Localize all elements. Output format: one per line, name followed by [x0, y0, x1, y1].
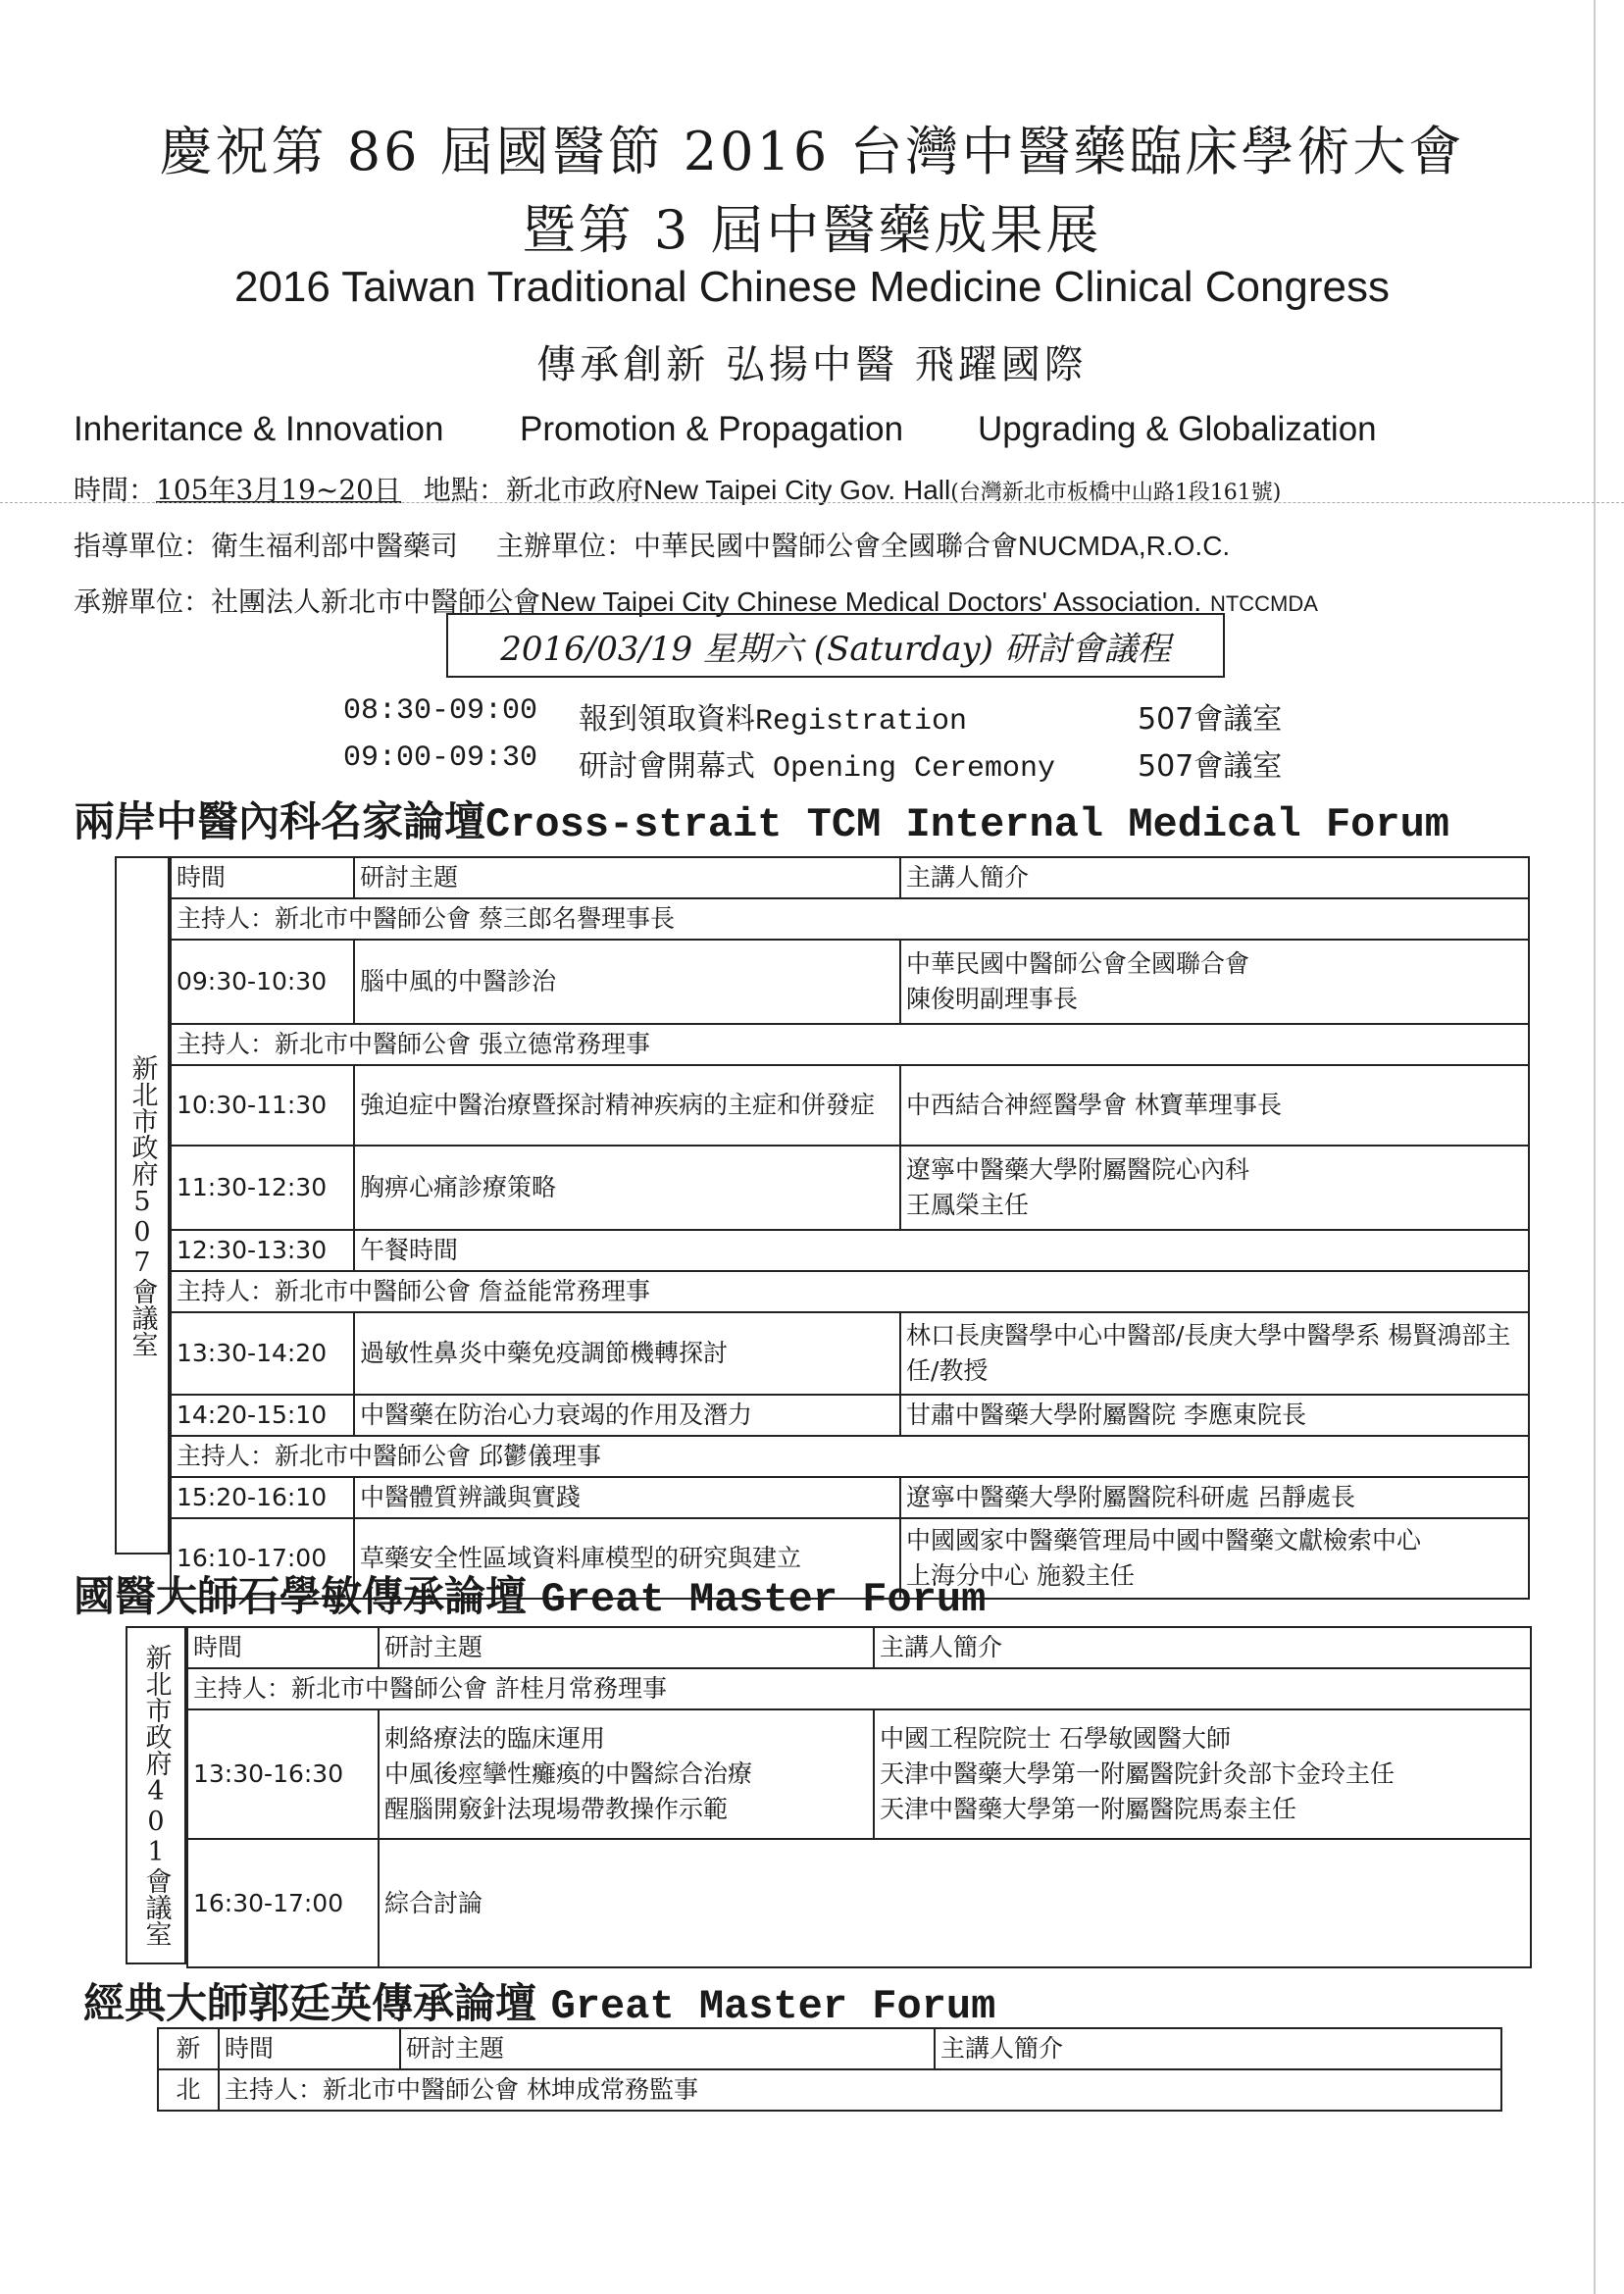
- table-header: [171, 857, 1529, 898]
- table-row: [171, 1065, 1529, 1146]
- session-topic: 刺絡療法的臨床運用 中風後痙攣性癱瘓的中醫綜合治療 醒腦開竅針法現場帶教操作示範: [379, 1709, 874, 1839]
- header-speaker: 主講人簡介: [900, 857, 1529, 898]
- forum2-room: 新北市政府401會議室: [126, 1626, 186, 1964]
- session-time: 16:10-17:00: [171, 1518, 354, 1599]
- header-topic: 研討主題: [354, 857, 900, 898]
- session-time: 13:30-14:20: [171, 1312, 354, 1395]
- table-row: [171, 1395, 1529, 1436]
- table-row: [187, 1709, 1531, 1839]
- session-time: 13:30-16:30: [187, 1709, 379, 1839]
- slogan-en-3: Upgrading & Globalization: [978, 410, 1377, 448]
- session-speaker: 林口長庚醫學中心中醫部/長庚大學中醫學系 楊賢鴻部主任/教授: [900, 1312, 1529, 1395]
- session-speaker: 中國國家中醫藥管理局中國中醫藥文獻檢索中心 上海分中心 施毅主任: [900, 1518, 1529, 1599]
- place-address: (台灣新北市板橋中山路1段161號): [950, 481, 1282, 505]
- host-value: 中華民國中醫師公會全國聯合會: [633, 530, 1018, 562]
- session-speaker: 中西結合神經醫學會 林寶華理事長: [900, 1065, 1529, 1146]
- table-row: [187, 1839, 1531, 1967]
- place-value: 新北市政府: [505, 474, 643, 506]
- host-row: [171, 1024, 1529, 1065]
- forum3-title-en: Great Master Forum: [550, 1983, 996, 2030]
- host-row: [171, 1271, 1529, 1312]
- table-row: [171, 1146, 1529, 1230]
- room-char: 新: [158, 2028, 219, 2069]
- place-en: New Taipei City Gov. Hall: [642, 475, 951, 505]
- header-topic: 研討主題: [400, 2028, 935, 2069]
- host-text: 主持人：新北市中醫師公會 張立德常務理事: [171, 1024, 1529, 1065]
- forum3-title: [83, 1971, 995, 2030]
- session-time: 09:30-10:30: [171, 940, 354, 1024]
- time-label: 時間：: [74, 474, 157, 506]
- host-en: NUCMDA,R.O.C.: [1017, 531, 1231, 561]
- session-topic: 腦中風的中醫診治: [354, 940, 900, 1024]
- header-topic: 研討主題: [379, 1627, 874, 1668]
- opening-time-1: 08:30-09:00: [343, 694, 538, 728]
- host-row: [171, 1436, 1529, 1477]
- slogan-en-1: Inheritance & Innovation: [74, 410, 444, 448]
- forum1-title: [74, 790, 1449, 848]
- session-time: 15:20-16:10: [171, 1477, 354, 1518]
- title-line-1: 慶祝第 86 屆國醫節 2016 台灣中醫藥臨床學術大會: [159, 121, 1465, 182]
- session-time: 10:30-11:30: [171, 1065, 354, 1146]
- organizer-label: 承辦單位：: [74, 586, 212, 618]
- table-row: [171, 1477, 1529, 1518]
- host-row: [187, 1668, 1531, 1709]
- opening-event-1: 報到領取資料Registration: [579, 705, 968, 739]
- session-time: 11:30-12:30: [171, 1146, 354, 1230]
- host-row: [158, 2069, 1501, 2111]
- session-speaker: 遼寧中醫藥大學附屬醫院心內科 王鳳榮主任: [900, 1146, 1529, 1230]
- guide-label: 指導單位：: [74, 530, 212, 562]
- session-topic: 綜合討論: [379, 1839, 1531, 1967]
- session-topic: 中醫體質辨識與實踐: [354, 1477, 900, 1518]
- header-speaker: 主講人簡介: [874, 1627, 1531, 1668]
- session-topic: 胸痹心痛診療策略: [354, 1146, 900, 1230]
- organizer-value: 社團法人新北市中醫師公會: [211, 586, 541, 618]
- host-label: 主辦單位：: [495, 530, 634, 562]
- table-header: [158, 2028, 1501, 2069]
- session-topic: 草藥安全性區域資料庫模型的研究與建立: [354, 1518, 900, 1599]
- session-speaker: 甘肅中醫藥大學附屬醫院 李應東院長: [900, 1395, 1529, 1436]
- table-row: [171, 1312, 1529, 1395]
- forum1-room: 新北市政府507會議室: [115, 856, 170, 1555]
- forum3-title-zh: 經典大師郭廷英傳承論壇: [83, 1979, 537, 2027]
- divider: [0, 502, 1624, 503]
- title-line-2: 暨第 3 屆中醫藥成果展: [522, 199, 1102, 261]
- session-topic: 強迫症中醫治療暨探討精神疾病的主症和併發症: [354, 1065, 900, 1146]
- opening-room-1: 507會議室: [1138, 702, 1283, 737]
- session-topic: 中醫藥在防治心力衰竭的作用及潛力: [354, 1395, 900, 1436]
- header-time: 時間: [187, 1627, 379, 1668]
- room-char: 北: [158, 2069, 219, 2111]
- session-time: 12:30-13:30: [171, 1230, 354, 1271]
- opening-event-2: 研討會開幕式 Opening Ceremony: [579, 752, 1056, 786]
- forum1-table: [170, 856, 1530, 1600]
- host-text: 主持人：新北市中醫師公會 邱鬱儀理事: [171, 1436, 1529, 1477]
- host-text: 主持人：新北市中醫師公會 許桂月常務理事: [187, 1668, 1531, 1709]
- opening-room-2: 507會議室: [1138, 749, 1283, 784]
- slogan: 傳承創新 弘揚中醫 飛躍國際: [536, 342, 1088, 387]
- forum1-title-zh: 兩岸中醫內科名家論壇: [74, 797, 486, 845]
- forum2-title-zh: 國醫大師石學敏傳承論壇: [74, 1572, 528, 1620]
- forum2-table: [186, 1626, 1532, 1968]
- forum1-title-en: Cross-strait TCM Internal Medical Forum: [485, 801, 1449, 848]
- time-value: 105年3月19~20日: [156, 474, 401, 506]
- title-english: 2016 Taiwan Traditional Chinese Medicine Clinical Congress: [233, 263, 1391, 311]
- table-header: [187, 1627, 1531, 1668]
- organizer-en: New Taipei City Chinese Medical Doctors' Association.: [540, 586, 1202, 617]
- header-speaker: 主講人簡介: [935, 2028, 1501, 2069]
- place-label: 地點：: [423, 474, 506, 506]
- forum2-title-en: Great Master Forum: [540, 1576, 987, 1623]
- session-speaker: 中華民國中醫師公會全國聯合會 陳俊明副理事長: [900, 940, 1529, 1024]
- session-speaker: 中國工程院院士 石學敏國醫大師 天津中醫藥大學第一附屬醫院針灸部卞金玲主任 天津中醫藥大學第一附屬醫院馬泰主任: [874, 1709, 1531, 1839]
- header-time: 時間: [219, 2028, 400, 2069]
- host-row: [171, 898, 1529, 940]
- header-time: 時間: [171, 857, 354, 898]
- opening-time-2: 09:00-09:30: [343, 741, 538, 775]
- guide-value: 衛生福利部中醫藥司: [211, 530, 459, 562]
- day-title-box: [446, 613, 1225, 678]
- host-text: 主持人：新北市中醫師公會 蔡三郎名譽理事長: [171, 898, 1529, 940]
- session-speaker: 遼寧中醫藥大學附屬醫院科研處 呂靜處長: [900, 1477, 1529, 1518]
- day-title: 2016/03/19 星期六 (Saturday) 研討會議程: [500, 629, 1171, 669]
- host-text: 主持人：新北市中醫師公會 詹益能常務理事: [171, 1271, 1529, 1312]
- slogan-en-2: Promotion & Propagation: [520, 410, 904, 448]
- forum2-title: [74, 1564, 986, 1623]
- lunch-row: [171, 1230, 1529, 1271]
- host-text: 主持人：新北市中醫師公會 林坤成常務監事: [219, 2069, 1501, 2111]
- info-guide-host: [74, 525, 1230, 564]
- session-time: 14:20-15:10: [171, 1395, 354, 1436]
- session-time: 16:30-17:00: [187, 1839, 379, 1967]
- session-topic: 過敏性鼻炎中藥免疫調節機轉探討: [354, 1312, 900, 1395]
- organizer-abbr: NTCCMDA: [1209, 591, 1318, 616]
- session-topic: 午餐時間: [354, 1230, 1529, 1271]
- forum3-table: [157, 2027, 1502, 2112]
- table-row: [171, 940, 1529, 1024]
